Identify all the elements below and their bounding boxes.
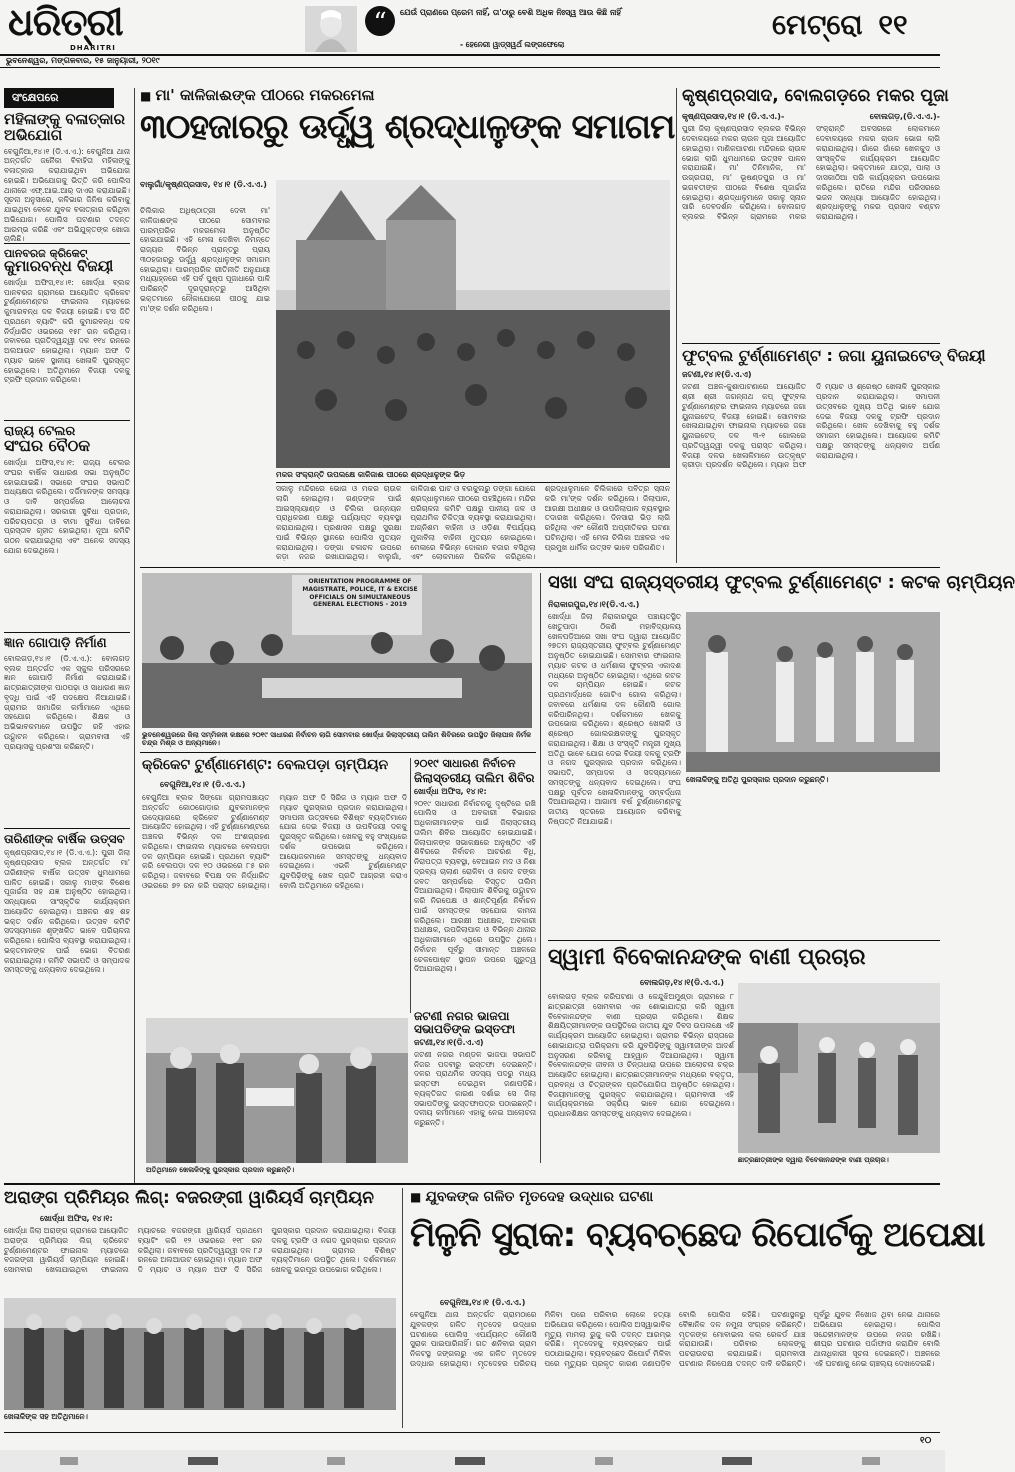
sakha-caption: ଖେଳାଳିଙ୍କୁ ଅତିଥି ପୁରସ୍କାର ପ୍ରଦାନ କରୁଛନ୍ତି। — [686, 775, 829, 784]
quote-mark-icon: “ — [365, 6, 395, 36]
meeting-dateline: ଖୋର୍ଦ୍ଧା ଅଫିସ, ୧୪।୧: — [414, 787, 487, 797]
divider — [140, 752, 536, 753]
milili-kicker: ■ ଯୁବକଙ୍କ ଗଳିତ ମୃତଦେହ ଉଦ୍ଧାର ଘଟଣା — [410, 1190, 653, 1205]
football1-dateline: ଜଟଣୀ,୧୪।୧(ଡି.ଏ.ଏ) — [682, 369, 752, 379]
football1-body: ଜଟଣୀ ଅଞ୍ଚଳ-କୁଶାପାଟଣାରେ ଆୟୋଜିତ ଶ୍ରୀ ଶ୍ରୀ ଜଗନ୍ନାଥ କପ୍ ଫୁଟ୍ବଲ ଟୁର୍ଣ୍ଣାମେଣ୍ଟର ଫାଇନାଲ ମ୍ୟାଚରେ ଜଗା ୟୁନାଇଟେଡ୍ ବିଜୟୀ ହୋଇଛି। ସୋମବାର ଖେଳାଯାଇଥିବା ଫାଇନାଲ ମ୍ୟାଚରେ ଜଗା ୟୁନାଇଟେଡ୍ ଦଳ ୩-୧ ଗୋଲରେ ପ୍ରତିଦ୍ୱନ୍ଦ୍ୱୀ ଦଳକୁ ପରାସ୍ତ କରିଥିଲା। ବିଜୟୀ ଦଳର ଖେଳାଳିମାନେ ଉତ୍କୃଷ୍ଟ କ୍ରୀଡ଼ା ପ୍ରଦର୍ଶନ କରିଥିଲେ। ମ୍ୟାନ ଅଫ ଦି ମ୍ୟାଚ ଓ ଶ୍ରେଷ୍ଠ ଖେଳାଳି ପୁରସ୍କାର ପ୍ରଦାନ କରାଯାଇଥିଲା। ସମାପନୀ ଉତ୍ସବରେ ମୁଖ୍ୟ ଅତିଥି ଭାବେ ଯୋଗ ଦେଇ ବିଜୟୀ ଦଳକୁ ଟ୍ରଫି ପ୍ରଦାନ କରିଥିଲେ। ଖେଳ ଦେଖିବାକୁ ବହୁ ଦର୍ଶକ ସମାଗମ ହୋଇଥିଲେ। ଆୟୋଜକ କମିଟି ପକ୍ଷରୁ ସମସ୍ତଙ୍କୁ ଧନ୍ୟବାଦ ଅର୍ପଣ କରାଯାଇଥିଲା। — [682, 382, 940, 470]
vivek-dateline: ବୋଲଗଡ଼,୧୪।୧(ଡି.ଏ.ଏ.) — [640, 978, 725, 987]
lead-headline: ୩୦ହଜାରରୁ ଊର୍ଦ୍ଧ୍ୱ ଶ୍ରଦ୍ଧାଳୁଙ୍କ ସମାଗମ — [140, 106, 675, 147]
cricket-dateline: ବେଗୁନିଆ,୧୪।୧ (ଡି.ଏ.ଏ.) — [160, 780, 246, 789]
vivek-caption: ଛାତ୍ରଛାତ୍ରୀଙ୍କ ଦ୍ୱାରା ବିବେକାନନ୍ଦଙ୍କ ବାଣୀ ପ୍ରଚାର। — [738, 1156, 889, 1164]
sakha-body: ଖୋର୍ଦ୍ଧା ଜିଲା ନିରାକାରପୁର ପଞ୍ଚାୟତସ୍ଥିତ ଖେତୁପାଡ଼ା ଠିକଣି ମହାବିଦ୍ୟାଳୟ ଖେଳପଡ଼ିଆରେ ସଖା ସଂଘ ଦ୍ୱାରା ଆୟୋଜିତ ୨୭ତମ ରାଜ୍ୟସ୍ତରୀୟ ଫୁଟ୍ବଲ ଟୁର୍ଣ୍ଣାମେଣ୍ଟ ଅନୁଷ୍ଠିତ ହୋଇଯାଇଛି। ସୋମବାର ଫାଇନାଲ ମ୍ୟାଚ କଟକ ଓ ଧର୍ମଶାଳା ଫୁଟ୍ବଲ ଏକାଦଶ ମଧ୍ୟରେ ଅନୁଷ୍ଠିତ ହୋଇଥିଲା। ଏଥିରେ କଟକ ଦଳ ଚାମ୍ପିୟନ ହୋଇଛି। କଟକ ପ୍ରଥମାର୍ଦ୍ଧରେ ଗୋଟିଏ ଗୋଲ କରିଥିଲା। ଜବାବରେ ଧର୍ମଶାଳା ଦଳ କୌଣସି ଗୋଲ କରିପାରିନଥିଲା। ଦର୍ଶକମାନେ ଖେଳକୁ ଉପଭୋଗ କରିଥିଲେ। ଶ୍ରେଷ୍ଠ ଖେଳାଳି ଓ ଶ୍ରେଷ୍ଠ ଗୋଲରକ୍ଷକଙ୍କୁ ପୁରସ୍କୃତ କରାଯାଇଥିଲା। ଶିକ୍ଷା ଓ ସଂସ୍କୃତି ମନ୍ତ୍ରୀ ମୁଖ୍ୟ ଅତିଥି ଭାବେ ଯୋଗ ଦେଇ ବିଜୟୀ ଦଳକୁ ଟ୍ରଫି ଓ ନଗଦ ପୁରସ୍କାର ପ୍ରଦାନ କରିଥିଲେ। ସଭାପତି, ସମ୍ପାଦକ ଓ ସଦସ୍ୟମାନେ ସମସ୍ତଙ୍କୁ ଧନ୍ୟବାଦ ଦେଇଥିଲେ। ସଂଘ ପକ୍ଷରୁ ପୂର୍ବତନ ଖେଳାଳିମାନଙ୍କୁ ସମ୍ବର୍ଦ୍ଧନା ଦିଆଯାଇଥିଲା। ଆଗାମୀ ବର୍ଷ ଟୁର୍ଣ୍ଣାମେଣ୍ଟକୁ ଜାତୀୟ ସ୍ତରରେ ଆୟୋଜନ କରିବାକୁ ନିଷ୍ପତ୍ତି ନିଆଯାଇଛି। — [548, 612, 681, 826]
jatni-body: ଜଟଣୀ ନଗର ମଣ୍ଡଳ ଭାଜପା ସଭାପତି ନିଜର ପଦବୀରୁ ଇସ୍ତଫା ଦେଇଛନ୍ତି। ଦଳର ପ୍ରାଥମିକ ସଦସ୍ୟ ପଦରୁ ମଧ୍ୟ ଇସ୍ତଫା ଦେଇଥିବା ଜଣାପଡ଼ିଛି। ବ୍ୟକ୍ତିଗତ କାରଣ ଦର୍ଶାଇ ସେ ଜିଲା ସଭାପତିଙ୍କୁ ଇସ୍ତଫାପତ୍ର ପଠାଇଛନ୍ତି। ଦଳୀୟ କର୍ମୀମାନେ ଏହାକୁ ନେଇ ଆଲୋଚନା କରୁଛନ୍ତି। — [414, 1049, 536, 1128]
lead-kicker: ■ ମା' କାଳିଜାଈଙ୍କ ପୀଠରେ ମକରମେଳା — [140, 88, 672, 104]
brief-3-kicker: ରାଜ୍ୟ ଟେଲର — [4, 423, 76, 439]
krishna-body: ପୁରୀ ଜିଲା କୃଷ୍ଣପ୍ରସାଦ ବ୍ଲକର ବିଭିନ୍ନ ଦେବାଳୟରେ ମକର ଚାଉଳ ପୂଜା ଆୟୋଜିତ ହୋଇଥିଲା। ମାଣିକପାଟଣା ମନ୍ଦିରରେ ଚାଉଳ ଭୋଗ ଲାଗି ଧୁମଧାମରେ ଉତ୍ସବ ପାଳନ କରାଯାଇଛି। ମା' ତିନିମାନିକ, ମା' ଉଗ୍ରତାରା, ମା' ଭୂଷଣ୍ଡପୁର ଓ ମା' ଭଗବତୀଙ୍କ ପୀଠରେ ବିଶେଷ ପୂଜାର୍ଚ୍ଚନା ହୋଇଥିଲା। ଶ୍ରଦ୍ଧାଳୁମାନେ ସକାଳୁ ସ୍ନାନ ସାରି ଦେବଦର୍ଶନ କରିଥିଲେ। ବୋଲଗଡ଼ ବ୍ଲକର ବିଭିନ୍ନ ଗ୍ରାମରେ ମକର ସଂକ୍ରାନ୍ତି ଅବସରରେ ଲୋକମାନେ ଦେବାଳୟରେ ମକର ଚାଉଳ ଭୋଗ ଲାଗି କରାଯାଇଥିଲା। ଗାଁରେ ଗାଁରେ ଖେଳକୁଦ ଓ ସାଂସ୍କୃତିକ କାର୍ଯ୍ୟକ୍ରମ ଆୟୋଜିତ ହୋଇଥିଲା। ଭକ୍ତମାନେ ଯାତ୍ରା, ପାଲା ଓ ଦାସକାଠିଆ ପରି କାର୍ଯ୍ୟକ୍ରମ ଉପଭୋଗ କରିଥିଲେ। ରାତିରେ ମନ୍ଦିର ପରିସରରେ ଭଜନ ସନ୍ଧ୍ୟା ଆୟୋଜିତ ହୋଇଥିଲା। ଶ୍ରଦ୍ଧାଳୁଙ୍କୁ ମକର ପ୍ରସାଦ ବଣ୍ଟନ କରାଯାଇଥିଲା। — [682, 124, 940, 222]
premier-dateline: ଖୋର୍ଦ୍ଧା ଅଫିସ, ୧୪।୧: — [40, 1214, 113, 1223]
premier-body: ଖୋର୍ଦ୍ଧା ଜିଲା ଅରାଙ୍ଗ ଗ୍ରାମରେ ଆୟୋଜିତ ଅରାଙ୍ଗ ପ୍ରିମିୟର ଲିଗ୍ କ୍ରିକେଟ ଟୁର୍ଣ୍ଣାମେଣ୍ଟର ଫାଇନାଲ ମ୍ୟାଚରେ ବଜରଙ୍ଗୀ ୱାରିୟର୍ସ ଚାମ୍ପିୟନ ହୋଇଛି। ସୋମବାର ଖେଳାଯାଇଥିବା ଫାଇନାଲ ମ୍ୟାଚରେ ବଜରଙ୍ଗୀ ୱାରିୟର୍ସ ପ୍ରଥମେ ବ୍ୟାଟିଂ କରି ୧୨ ଓଭରରେ ୧୧୮ ରନ କରିଥିଲା। ଜବାବରେ ପ୍ରତିଦ୍ୱନ୍ଦ୍ୱୀ ଦଳ ୮୬ ରନରେ ଅଲଆଉଟ ହୋଇଥିଲା। ମ୍ୟାନ ଅଫ ଦି ମ୍ୟାଚ ଓ ମ୍ୟାନ ଅଫ ଦି ସିରିଜ ପୁରସ୍କାର ପ୍ରଦାନ କରାଯାଇଥିଲା। ବିଜୟୀ ଦଳକୁ ଟ୍ରଫି ଓ ନଗଦ ପୁରସ୍କାର ପ୍ରଦାନ କରାଯାଇଥିଲା। ଗ୍ରାମର ବିଶିଷ୍ଟ ବ୍ୟକ୍ତିମାନେ ଉପସ୍ଥିତ ଥିଲେ। ଦର୍ଶକମାନେ ଖେଳକୁ ଭରପୂର ଉପଭୋଗ କରିଥିଲେ। — [4, 1226, 396, 1274]
registration-mark — [327, 1457, 345, 1465]
lead-photo — [276, 180, 670, 468]
divider — [682, 343, 940, 344]
meeting-body: ୨୦୧୯ ସାଧାରଣ ନିର୍ବାଚନକୁ ଦୃଷ୍ଟିରେ ରଖି ପୋଲିସ ଓ ଅବକାରୀ ବିଭାଗର ଅଧିକାରୀମାନଙ୍କ ପାଇଁ ଜିଲାସ୍ତରୀୟ ତାଲିମ ଶିବିର ଆୟୋଜିତ ହୋଇଯାଇଛି। ଜିଲାପାଳଙ୍କ ସଭାକକ୍ଷରେ ଅନୁଷ୍ଠିତ ଏହି ଶିବିରରେ ନିର୍ବାଚନ ଆଚରଣ ବିଧି, ନିରାପତ୍ତା ବ୍ୟବସ୍ଥା, ବେଆଇନ ମଦ ଓ ନିଶା ଦ୍ରବ୍ୟ ଚାଲାଣ ରୋକିବା ଓ ନଗଦ ଟଙ୍କା ଜବତ ସମ୍ପର୍କରେ ବିସ୍ତୃତ ତାଲିମ ଦିଆଯାଇଥିଲା। ଜିଲାପାଳ ଶିବିରକୁ ଉଦ୍ଘାଟନ କରି ନିରପେକ୍ଷ ଓ ଶାନ୍ତିପୂର୍ଣ୍ଣ ନିର୍ବାଚନ ପାଇଁ ସମସ୍ତଙ୍କ ସହଯୋଗ କାମନା କରିଥିଲେ। ଆରକ୍ଷୀ ଅଧୀକ୍ଷକ, ଅବକାରୀ ଅଧୀକ୍ଷକ, ଉପଜିଲାପାଳ ଓ ବିଭିନ୍ନ ଥାନାର ଅଧିକାରୀମାନେ ଏଥିରେ ଉପସ୍ଥିତ ଥିଲେ। ନିର୍ବାଚନ ପୂର୍ବରୁ ସୀମାନ୍ତ ଅଞ୍ଚଳରେ ଚେକପୋଷ୍ଟ ସ୍ଥାପନ ଉପରେ ଗୁରୁତ୍ୱ ଦିଆଯାଇଥିଲା। — [414, 798, 536, 974]
premier-headline: ଅରାଙ୍ଗ ପ୍ରିମିୟର ଲିଗ୍: ବଜରଙ୍ଗୀ ୱାରିୟର୍ସ ଚାମ୍ପିୟନ — [4, 1188, 375, 1208]
column-rule — [540, 573, 541, 1163]
footer-page-number: ୧୦ — [920, 1436, 932, 1446]
football1-story — [682, 346, 986, 563]
masthead-date: ଭୁବନେଶ୍ୱର, ମଙ୍ଗଳବାର, ୧୫ ଜାନୁୟାରୀ, ୨୦୧୯ — [6, 56, 160, 65]
brief-1-body: ବେଗୁନିଆ,୧୪।୧ (ଡି.ଏ.ଏ.): ବେଗୁନିଆ ଥାନା ଅନ୍ତର୍ଗତ ଜନୈକା ବିବାହିତା ମହିଳାଙ୍କୁ ବଳାତ୍କାର କରାଯାଇଥିବା ଅଭିଯୋଗ ହୋଇଛି। ଅଭିଯୋଗକୁ ଭିତ୍ତି କରି ପୋଲିସ ଥାନାରେ ଏଫ୍.ଆଇ.ଆର୍ ଦାଏର କରାଯାଇଛି। ସୂଚନା ଅନୁସାରେ, କଳିଭାର ଜିନିଷ କରିବାକୁ ଯାଇଥିବା ବେଳେ ଯୁବକ ବଳାତ୍କାର କରିଥିବା ଅଭିଯୋଗ। ପୋଲିସ ଘଟଣାର ତଦନ୍ତ ଆରମ୍ଭ କରିଛି ଏବଂ ଅଭିଯୁକ୍ତଙ୍କ ଖୋଜା ଚାଲିଛି। — [4, 146, 130, 244]
lead-story — [140, 86, 675, 563]
divider — [276, 482, 670, 483]
brief-2-body: ଖୋର୍ଦ୍ଧା ଅଫିସ,୧୪।୧: ଖୋର୍ଦ୍ଧା ବ୍ଲକ ପାନବରଜ ଗ୍ରାମରେ ଆୟୋଜିତ କ୍ରିକେଟ ଟୁର୍ଣ୍ଣାମେଣ୍ଟର ଫାଇନାଲ ମ୍ୟାଚରେ କୁମାରବନ୍ଧ ଦଳ ବିଜୟୀ ହୋଇଛି। ଟସ ଜିତି ପ୍ରଥମେ ବ୍ୟାଟିଂ କରି କୁମାରବନ୍ଧ ଦଳ ନିର୍ଦ୍ଧାରିତ ଓଭରରେ ୧୫୮ ରନ କରିଥିଲା। ଜବାବରେ ପ୍ରତିଦ୍ୱନ୍ଦ୍ୱୀ ଦଳ ୧୧୪ ରନରେ ଅଲଆଉଟ ହୋଇଥିଲା। ମ୍ୟାନ ଅଫ ଦି ମ୍ୟାଚ ଭାବେ ସ୍ଥାନୀୟ ଖେଳାଳି ପୁରସ୍କୃତ ହୋଇଥିଲେ। ଅତିଥିମାନେ ବିଜୟୀ ଦଳକୁ ଟ୍ରଫି ପ୍ରଦାନ କରିଥିଲେ। — [4, 277, 130, 385]
brief-2-kicker: ପାନବରଜ କ୍ରିକେଟ୍ — [4, 246, 88, 260]
vivek-headline: ସ୍ୱାମୀ ବିବେକାନନ୍ଦଙ୍କ ବାଣୀ ପ୍ରଚାର — [548, 945, 866, 970]
jatni-dateline: ଜଟଣୀ,୧୪।୧(ଡି.ଏ.ଏ) — [414, 1038, 484, 1048]
brief-1-title: ମହିଳାଙ୍କୁ ବଳାତ୍କାର ଅଭିଯୋଗ — [4, 110, 125, 144]
brief-2-title: କୁମାରବନ୍ଧ ବିଜୟୀ — [4, 257, 114, 276]
brief-5-title: ତାରିଣୀଙ୍କ ବାର୍ଷିକ ଉତ୍ସବ — [4, 831, 125, 846]
divider — [4, 828, 130, 829]
sakha-dateline: ନିରାକାରପୁର,୧୪।୧(ଡି.ଏ.ଏ.) — [548, 600, 640, 609]
author-portrait — [305, 6, 357, 52]
meeting-caption: ଭୁବନେଶ୍ୱରରେ ଜିଲା ସମ୍ମିଳନୀ କକ୍ଷରେ ୨୦୧୯ ସାଧାରଣ ନିର୍ବାଚନ ଲାଗି ସୋମବାର ଖୋର୍ଦ୍ଧା ଜିଲାସ୍ତରୀୟ ତାଲିମ ଶିବିରରେ ଉପସ୍ଥିତ ଜିଲାପାଳ ନିର୍ମଳ ଚନ୍ଦ୍ର ମିଶ୍ର ଓ ଅନ୍ୟମାନେ। — [142, 731, 532, 748]
quote-text: ଯେଉଁ ପ୍ରାଣରେ ପ୍ରେମ ନାହିଁ, ତା'ଠାରୁ ବେଶି ଅଧିକ ନିଃସ୍ୱ ଆଉ କିଛି ନାହିଁ — [400, 8, 622, 17]
krishna-dateline-a: କୃଷ୍ଣପ୍ରସାଦ,୧୪।୧ (ଡି.ଏ.ଏ.)- — [682, 111, 785, 121]
section-title — [772, 10, 908, 39]
divider — [4, 1432, 940, 1433]
krishna-datelines — [682, 112, 940, 122]
registration-mark — [722, 1457, 752, 1465]
brief-3-body: ଖୋର୍ଦ୍ଧା ଅଫିସ,୧୪।୧: ରାଜ୍ୟ ଟେଲର ସଂଘର ବାର୍ଷିକ ସାଧାରଣ ସଭା ଅନୁଷ୍ଠିତ ହୋଇଯାଇଛି। ସଭାରେ ସଂଘର ସଭାପତି ଅଧ୍ୟକ୍ଷତା କରିଥିଲେ। ଦର୍ଜିମାନଙ୍କ ସମସ୍ୟା ଓ ଦାବି ସମ୍ପର୍କରେ ଆଲୋଚନା କରାଯାଇଥିଲା। ସରକାରୀ ସୁବିଧା ପ୍ରଦାନ, ପରିଚୟପତ୍ର ଓ ବୀମା ସୁବିଧା ଦାବିରେ ପ୍ରସ୍ତାବ ଗୃହୀତ ହୋଇଥିଲା। ନୂଆ କମିଟି ଗଠନ କରାଯାଇଥିଲା ଏବଂ ଅନେକ ସଦସ୍ୟ ଯୋଗ ଦେଇଥିଲେ। — [4, 458, 130, 555]
registration-mark — [595, 1457, 613, 1465]
milili-body: ବେଗୁନିଆ ଥାନା ଅନ୍ତର୍ଗତ ଗ୍ରାମଠାରେ ଯୁବକଙ୍କ ଗଳିତ ମୃତଦେହ ଉଦ୍ଧାର ଘଟଣାରେ ପୋଲିସ ଏପର୍ଯ୍ୟନ୍ତ କୌଣସି ସୁରାକ ପାଇପାରିନାହିଁ। ଗତ ଶନିବାର ଗ୍ରାମ ନିକଟସ୍ଥ ଜଙ୍ଗଲରୁ ଏକ ଗଳିତ ମୃତଦେହ ଉଦ୍ଧାର ହୋଇଥିଲା। ମୃତଦେହର ପରିଚୟ ମିଳିବା ପରେ ପରିବାର ଲୋକେ ହତ୍ୟା ଅଭିଯୋଗ କରିଥିଲେ। ପୋଲିସ ଅସ୍ୱାଭାବିକ ମୃତ୍ୟୁ ମାମଲା ରୁଜୁ କରି ତଦନ୍ତ ଆରମ୍ଭ କରିଛି। ମୃତଦେହକୁ ବ୍ୟବଚ୍ଛେଦ ପାଇଁ ପଠାଯାଇଥିଲା। ବ୍ୟବଚ୍ଛେଦ ରିପୋର୍ଟ ମିଳିବା ପରେ ମୃତ୍ୟୁର ପ୍ରକୃତ କାରଣ ଜଣାପଡ଼ିବ ବୋଲି ପୋଲିସ କହିଛି। ଘଟଣାସ୍ଥଳରୁ ବୈଜ୍ଞାନିକ ଦଳ ନମୁନା ସଂଗ୍ରହ କରିଛନ୍ତି। ମୃତକଙ୍କ ମୋବାଇଲ କଲ ରେକର୍ଡ ଯାଞ୍ଚ କରାଯାଉଛି। ପରିବାର ଲୋକଙ୍କୁ ପଚରାଉଚରା କରାଯାଇଛି। ଗ୍ରାମବାସୀ ଘଟଣାର ନିରପେକ୍ଷ ତଦନ୍ତ ଦାବି କରିଛନ୍ତି। ପୂର୍ବରୁ ଯୁବକ ନିଖୋଜ ଥିବା ନେଇ ଥାନାରେ ଅଭିଯୋଗ ହୋଇଥିଲା। ପୋଲିସ ସନ୍ଦେହୀମାନଙ୍କ ଉପରେ ନଜର ରଖିଛି। ଶୀଘ୍ର ଘଟଣାର ପର୍ଦ୍ଦାଫାସ କରାଯିବ ବୋଲି ଥାନାଧିକାରୀ ସୂଚନା ଦେଇଛନ୍ତି। ଅଞ୍ଚଳରେ ଏହି ଘଟଣାକୁ ନେଇ ଚାଞ୍ଚଲ୍ୟ ଦେଖାଦେଇଛି। — [410, 1310, 940, 1368]
divider — [4, 1183, 940, 1185]
meeting-kicker: ୨୦୧୯ ସାଧାରଣ ନିର୍ବାଚନ — [414, 757, 516, 770]
briefs-column — [4, 88, 130, 1183]
divider — [4, 420, 130, 421]
brief-4-title: ଜ୍ଞାନ ଗୋପାଡ଼ି ନିର୍ମାଣ — [4, 636, 107, 652]
divider — [548, 940, 940, 941]
logo: ଧରିତ୍ରୀ — [8, 0, 123, 44]
section-name: ମେଟ୍ରୋ — [772, 8, 863, 41]
sakha-photo — [686, 612, 940, 772]
briefs-label: ସଂକ୍ଷେପରେ — [4, 88, 114, 108]
football1-headline: ଫୁଟ୍ବଲ ଟୁର୍ଣ୍ଣାମେଣ୍ଟ : ଜଗା ୟୁନାଇଟେଡ୍ ବିଜୟୀ — [682, 346, 986, 365]
vivek-body: ବୋଲଗଡ଼ ବ୍ଲକ କରିପଟଣା ଓ କେନ୍ଦୁଝିଅମୁଣ୍ଡା ଗ୍ରାମରେ ୮ ଛାତ୍ରଛାତ୍ରୀ ସୋମବାର ଏକ ଶୋଭାଯାତ୍ରା କରି ସ୍ୱାମୀ ବିବେକାନନ୍ଦଙ୍କ ବାଣୀ ପ୍ରଚାର କରିଥିଲେ। ଶିକ୍ଷକ ଶିକ୍ଷୟିତ୍ରୀମାନଙ୍କ ଉପସ୍ଥିତିରେ ଜାତୀୟ ଯୁବ ଦିବସ ଉପଲକ୍ଷେ ଏହି କାର୍ଯ୍ୟକ୍ରମ ଆୟୋଜିତ ହୋଇଥିଲା। ଗ୍ରାମର ବିଭିନ୍ନ ରାସ୍ତାରେ ଶୋଭାଯାତ୍ରା ପରିକ୍ରମା କରି ଯୁବପିଢ଼ିଙ୍କୁ ସ୍ୱାମୀଜୀଙ୍କ ଆଦର୍ଶ ଅନୁସରଣ କରିବାକୁ ଆହ୍ୱାନ ଦିଆଯାଇଥିଲା। ସ୍ୱାମୀ ବିବେକାନନ୍ଦଙ୍କ ଜୀବନୀ ଓ ଚିନ୍ତାଧାରା ଉପରେ ଆଲୋଚନା ଚକ୍ର ଆୟୋଜିତ ହୋଇଥିଲା। ଛାତ୍ରଛାତ୍ରୀମାନଙ୍କ ମଧ୍ୟରେ ବକ୍ତୃତା, ପ୍ରବନ୍ଧ ଓ ଚିତ୍ରାଙ୍କନ ପ୍ରତିଯୋଗିତା ଅନୁଷ୍ଠିତ ହୋଇଥିଲା। ବିଜୟୀମାନଙ୍କୁ ପୁରସ୍କୃତ କରାଯାଇଥିଲା। ଗ୍ରାମବାସୀ ଏହି କାର୍ଯ୍ୟକ୍ରମରେ ସକ୍ରିୟ ଭାବେ ଯୋଗ ଦେଇଥିଲେ। ପ୍ରଧାନଶିକ୍ଷକ ସମସ୍ତଙ୍କୁ ଧନ୍ୟବାଦ ଦେଇଥିଲେ। — [548, 992, 734, 1118]
milili-headline: ମିଳୁନି ସୁରାକ: ବ୍ୟବଚ୍ଛେଦ ରିପୋର୍ଟକୁ ଅପେକ୍ଷା — [410, 1215, 985, 1255]
vivek-photo — [738, 983, 940, 1153]
krishna-headline: କୃଷ୍ଣପ୍ରସାଦ, ବୋଲଗଡ଼ରେ ମକର ପୂଜା — [682, 86, 949, 106]
logo-subtitle: DHARITRI — [70, 44, 116, 52]
meeting-story — [414, 757, 536, 974]
lead-intro: ଚିଲିକାର ଅଧିଷ୍ଠାତ୍ରୀ ଦେବୀ ମା' କାଳିଜାଈଙ୍କ ପୀଠରେ ସୋମବାର ପାରମ୍ପରିକ ମକରମେଳା ଅନୁଷ୍ଠିତ ହୋଇଯାଇଛି। ଏହି ମେଳା ଦେଖିବା ନିମନ୍ତେ ରାଜ୍ୟର ବିଭିନ୍ନ ପ୍ରାନ୍ତରୁ ପ୍ରାୟ ୩୦ହଜାରରୁ ଊର୍ଦ୍ଧ୍ୱ ଶ୍ରଦ୍ଧାଳୁଙ୍କ ସମାଗମ ହୋଇଥିଲା। ପାରମ୍ପରିକ ରୀତିନୀତି ଅନୁଯାୟୀ ମଧ୍ୟାହ୍ନରେ ଏହି ପର୍ବ ପୁଷ୍ପ ପୂଜାଧାରେ ପାଳି ପାରିଛନ୍ତି ଦୂରଦୂରାନ୍ତରୁ ଆସିଥିବା ଭକ୍ତମାନେ ନୌକାଯୋଗେ ପୀଠକୁ ଯାଇ ମା'ଙ୍କ ଦର୍ଶନ କରିଥିଲେ। — [140, 206, 270, 313]
sakha-body-cont — [686, 790, 940, 940]
lead-body: ସକାଳୁ ମନ୍ଦିରରେ ଭୋଗ ଓ ମକର ଚାଉଳ ଲାଗି ହୋଇଥିଲା। ଗଣ୍ଡଙ୍କ ପାଇଁ ଆଇସ୍ଲ୍ୟାଣ୍ଡ ଓ ଚିଲିକା ଉନ୍ନୟନ ପ୍ରାଧିକରଣ ପକ୍ଷରୁ ପର୍ଯ୍ୟାପ୍ତ ବ୍ୟବସ୍ଥା କରାଯାଇଥିଲା। ପ୍ରଶାସନ ପକ୍ଷରୁ ସୁରକ୍ଷା ପାଇଁ ବିଭିନ୍ନ ସ୍ଥାନରେ ପୋଲିସ ମୁତୟନ କରାଯାଇଥିଲା। ଡଙ୍ଗା ଚଳାଚଳ ଉପରେ କଡ଼ା ନଜର ରଖାଯାଇଥିଲା। ବାଲୁଗାଁ, କାଳିଜାଈ ଘାଟ ଓ ବରକୁଲରୁ ଡଙ୍ଗା ଯୋଗେ ଶ୍ରଦ୍ଧାଳୁମାନେ ପୀଠରେ ପହଞ୍ଚିଥିଲେ। ମନ୍ଦିର ପରିଚାଳନା କମିଟି ପକ୍ଷରୁ ପାନୀୟ ଜଳ ଓ ପ୍ରାଥମିକ ଚିକିତ୍ସା ବ୍ୟବସ୍ଥା କରାଯାଇଥିଲା। ଅଗ୍ନିଶମ ବାହିନୀ ଓ ଓଡ଼ିଶା ବିପର୍ଯ୍ୟୟ ମୁକାବିଲା ବାହିନୀ ମୁତୟନ ହୋଇଥିଲେ। ମେଳାରେ ବିଭିନ୍ନ ଦୋକାନ ବଜାର ବସିଥିଲା ଏବଂ ଲୋକମାନେ ପିକନିକ କରିଥିଲେ। ଶ୍ରଦ୍ଧାଳୁମାନେ ଚିଲିକାରେ ପବିତ୍ର ସ୍ନାନ କରି ମା'ଙ୍କ ଦର୍ଶନ କରିଥିଲେ। ଜିଲାପାଳ, ଆରକ୍ଷୀ ଅଧୀକ୍ଷକ ଓ ଉପଜିଲାପାଳ ବ୍ୟବସ୍ଥାର ତଦାରଖ କରିଥିଲେ। ଦିନସାରା ଭିଡ଼ ଲାଗି ରହିଥିଲା ଏବଂ କୌଣସି ଅପ୍ରୀତିକର ଘଟଣା ଘଟିନଥିଲା। ଏହି ମେଳା ଚିଲିକା ଅଞ୍ଚଳର ଏକ ପ୍ରମୁଖ ଧାର୍ମିକ ଉତ୍ସବ ଭାବେ ପରିଗଣିତ। — [276, 484, 670, 562]
column-rule — [676, 88, 677, 563]
meeting-headline: ଜିଲାସ୍ତରୀୟ ତାଲିମ ଶିବିର — [414, 770, 535, 785]
milili-dateline: ବେଗୁନିଆ,୧୪।୧ (ଡି.ଏ.ଏ.) — [440, 1298, 526, 1307]
brief-4-body: ବୋଲଗଡ଼,୧୪।୧ (ଡି.ଏ.ଏ.): ବୋଲଗଡ଼ ବ୍ଲକ ଅନ୍ତର୍ଗତ ଏକ ସ୍କୁଲ ପରିସରରେ ଜ୍ଞାନ ଗୋପାଡ଼ି ନିର୍ମାଣ କରାଯାଇଛି। ଛାତ୍ରଛାତ୍ରୀଙ୍କ ପାଠପଢ଼ା ଓ ସାଧାରଣ ଜ୍ଞାନ ବୃଦ୍ଧି ପାଇଁ ଏହି ପଦକ୍ଷେପ ନିଆଯାଇଛି। ଗ୍ରାମର ସାମାଜିକ କର୍ମୀମାନେ ଏଥିରେ ସହଯୋଗ କରିଥିଲେ। ଶିକ୍ଷକ ଓ ଅଭିଭାବକମାନେ ଉପସ୍ଥିତ ରହି ଏହାର ଉଦ୍ଘାଟନ କରିଥିଲେ। ଗ୍ରାମବାସୀ ଏହି ପ୍ରୟାସକୁ ପ୍ରଶଂସା କରିଛନ୍ତି। — [4, 653, 130, 751]
masthead — [0, 0, 945, 82]
krishna-dateline-b: ବୋଲଗଡ଼,(ଡି.ଏ.ଏ.)- — [869, 111, 940, 121]
premier-photo — [4, 1298, 396, 1410]
sakha-headline: ସଖା ସଂଘ ରାଜ୍ୟସ୍ତରୀୟ ଫୁଟ୍ବଲ ଟୁର୍ଣ୍ଣାମେଣ୍ଟ : କଟକ ଚାମ୍ପିୟନ — [548, 572, 1015, 593]
lead-dateline: ବାଲୁଗାଁ/କୃଷ୍ଣପ୍ରସାଦ, ୧୪।୧ (ଡି.ଏ.ଏ.) — [140, 180, 267, 189]
registration-mark — [455, 1457, 485, 1465]
divider — [4, 632, 130, 633]
column-rule — [410, 758, 411, 1013]
brief-3-title: ସଂଘର ବୈଠକ — [4, 436, 91, 456]
meeting-banner: ORIENTATION PROGRAMME OF MAGISTRATE, POLICE, IT & EXCISE OFFICIALS ON SIMULTANEOUS GENERAL ELECTIONS - 2019 — [302, 578, 418, 609]
jatni-story — [414, 1010, 536, 1180]
divider — [140, 567, 940, 568]
registration-mark — [188, 1457, 218, 1465]
cricket-body: ବେଗୁନିଆ ବ୍ଲକ ସିଙ୍ଗୋ ଗ୍ରାମପଞ୍ଚାୟତ ଅନ୍ତର୍ଗତ କୋଠଗୋଡ଼ାର ଯୁବକମାନଙ୍କ ଉଦ୍ୟୋଗରେ କ୍ରିକେଟ ଟୁର୍ଣ୍ଣାମେଣ୍ଟ ଆୟୋଜିତ ହୋଇଥିଲା। ଏହି ଟୁର୍ଣ୍ଣାମେଣ୍ଟରେ ଅଞ୍ଚଳର ବିଭିନ୍ନ ଦଳ ଅଂଶଗ୍ରହଣ କରିଥିଲେ। ଫାଇନାଲ ମ୍ୟାଚରେ ବେଲପଡ଼ା ଦଳ ଚାମ୍ପିୟନ ହୋଇଛି। ପ୍ରଥମେ ବ୍ୟାଟିଂ କରି ବେଲପଡ଼ା ଦଳ ୧୦ ଓଭରରେ ୮୫ ରନ କରିଥିଲା। ଜବାବରେ ବିପକ୍ଷ ଦଳ ନିର୍ଦ୍ଧାରିତ ଓଭରରେ ୭୨ ରନ କରି ପରାସ୍ତ ହୋଇଥିଲା। ମ୍ୟାନ ଅଫ ଦି ସିରିଜ ଓ ମ୍ୟାନ ଅଫ ଦି ମ୍ୟାଚ ପୁରସ୍କାର ପ୍ରଦାନ କରାଯାଇଥିଲା। ସମାପନୀ ଉତ୍ସବରେ ବିଶିଷ୍ଟ ବ୍ୟକ୍ତିମାନେ ଯୋଗ ଦେଇ ବିଜୟୀ ଓ ଉପବିଜୟୀ ଦଳକୁ ପୁରସ୍କୃତ କରିଥିଲେ। ଖେଳକୁ ବହୁ ସଂଖ୍ୟାରେ ଦର୍ଶକ ଉପଭୋଗ କରିଥିଲେ। ଆୟୋଜକମାନେ ସମସ୍ତଙ୍କୁ ଧନ୍ୟବାଦ ଦେଇଥିଲେ। ଏଭଳି ଟୁର୍ଣ୍ଣାମେଣ୍ଟ ଯୁବପିଢ଼ିଙ୍କୁ ଖେଳ ପ୍ରତି ଆଗ୍ରହୀ କରାଏ ବୋଲି ଅତିଥିମାନେ କହିଥିଲେ। — [142, 793, 407, 890]
krishna-story — [682, 86, 949, 343]
column-rule — [402, 1188, 403, 1428]
registration-marks — [60, 1454, 880, 1468]
quote-author: - ହେନେରୀ ୱାଡ୍ସୱର୍ଥ ଲଙ୍ଗଫେଲୋ — [460, 40, 565, 49]
cricket-headline: କ୍ରିକେଟ ଟୁର୍ଣ୍ଣାମେଣ୍ଟ: ବେଲପଡ଼ା ଚାମ୍ପିୟନ — [142, 757, 389, 773]
page-number: ୧୧ — [878, 8, 908, 41]
brief-5-body: କୃଷ୍ଣପ୍ରସାଦ,୧୪।୧ (ଡି.ଏ.ଏ.): ପୁରୀ ଜିଲା କୃଷ୍ଣପ୍ରସାଦ ବ୍ଲକ ଅନ୍ତର୍ଗତ ମା' ତାରିଣୀଙ୍କ ବାର୍ଷିକ ଉତ୍ସବ ଧୁମଧାମରେ ପାଳିତ ହୋଇଛି। ସକାଳୁ ମାଙ୍କ ବିଶେଷ ପୂଜାର୍ଚ୍ଚନା ସହ ଯଜ୍ଞ ଅନୁଷ୍ଠିତ ହୋଇଥିଲା। ସନ୍ଧ୍ୟାରେ ସାଂସ୍କୃତିକ କାର୍ଯ୍ୟକ୍ରମ ଆୟୋଜିତ ହୋଇଥିଲା। ଅଞ୍ଚଳର ଶହ ଶହ ଭକ୍ତ ଦର୍ଶନ କରିଥିଲେ। ଉତ୍ସବ କମିଟି ସଦସ୍ୟମାନେ ଶୃଙ୍ଖଳିତ ଭାବେ ପରିଚାଳନା କରିଥିଲେ। ପୋଲିସ ବ୍ୟବସ୍ଥା କରାଯାଇଥିଲା। ଭକ୍ତମାନଙ୍କ ପାଇଁ ଭୋଗ ବିତରଣ କରାଯାଇଥିଲା। କମିଟି ସଭାପତି ଓ ସମ୍ପାଦକ ସମସ୍ତଙ୍କୁ ଧନ୍ୟବାଦ ଦେଇଥିଲେ। — [4, 848, 130, 975]
lead-photo-caption: ମକର ସଂକ୍ରାନ୍ତି ଉପଲକ୍ଷେ କାଳିଜାଈ ପୀଠରେ ଶ୍ରଦ୍ଧାଳୁଙ୍କ ଭିଡ଼ — [276, 470, 466, 479]
column-rule — [134, 88, 135, 1183]
cricket-caption: ଅତିଥିମାନେ ଖେଳାଳିଙ୍କୁ ପୁରସ୍କାର ପ୍ରଦାନ କରୁଛନ୍ତି। — [146, 1166, 295, 1174]
registration-mark — [862, 1457, 880, 1465]
premier-caption: ଖେଳାଳିଙ୍କ ସହ ଅତିଥିମାନେ। — [4, 1412, 88, 1421]
jatni-headline: ଜଟଣୀ ନଗର ଭାଜପା ସଭାପତିଙ୍କ ଇସ୍ତଫା — [414, 1009, 516, 1036]
registration-mark — [60, 1457, 78, 1465]
cricket-photo — [146, 1018, 408, 1163]
